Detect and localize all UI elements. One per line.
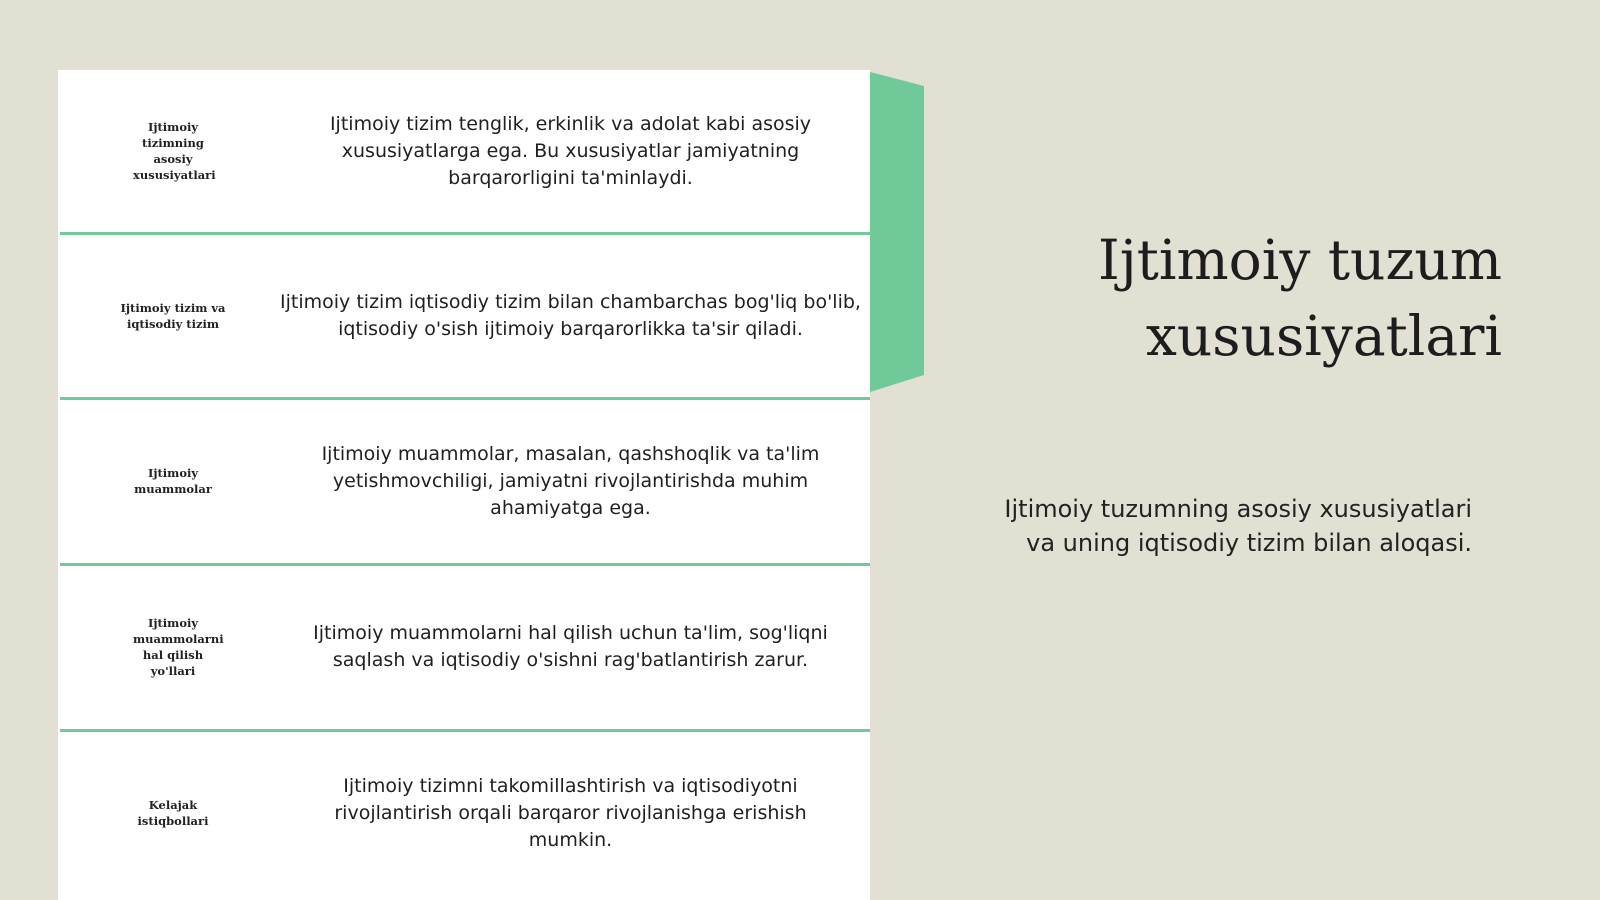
slide-title: Ijtimoiy tuzum xususiyatlari [1098,228,1502,368]
row-label: Ijtimoiy tizimning asosiy xususiyatlari [133,120,216,182]
table-row [58,400,870,562]
row-description: Ijtimoiy tizimni takomillashtirish va iqtisodiyotni rivojlantirish orqali barqaror rivojlanishga erishish mumkin. [334,774,807,851]
green-accent-tab [870,72,924,392]
row-label: Ijtimoiy muammolarni hal qilish yo'llari [133,616,224,678]
table-row [58,566,870,728]
table-row [58,70,870,232]
row-description: Ijtimoiy muammolar, masalan, qashshoqlik va ta'lim yetishmovchiligi, jamiyatni rivojlantirishda muhim ahamiyatga ega. [321,442,820,519]
row-description: Ijtimoiy tizim iqtisodiy tizim bilan chambarchas bog'liq bo'lib, iqtisodiy o'sish ijtimoiy barqarorlikka ta'sir qiladi. [280,291,861,340]
row-label: Ijtimoiy tizim va iqtisodiy tizim [120,301,226,331]
slide-subtitle: Ijtimoiy tuzumning asosiy xususiyatlari va uning iqtisodiy tizim bilan aloqasi. [1004,495,1472,557]
table-row [58,235,870,397]
row-label: Ijtimoiy muammolar [134,466,212,496]
row-description: Ijtimoiy muammolarni hal qilish uchun ta'lim, sog'liqni saqlash va iqtisodiy o'sishni rag'batlantirish zarur. [313,622,828,671]
row-description: Ijtimoiy tizim tenglik, erkinlik va adolat kabi asosiy xususiyatlarga ega. Bu xususiyatlar jamiyatning barqarorligini ta'minlaydi. [329,112,812,189]
row-label: Kelajak istiqbollari [137,798,209,828]
table-row [58,732,870,894]
